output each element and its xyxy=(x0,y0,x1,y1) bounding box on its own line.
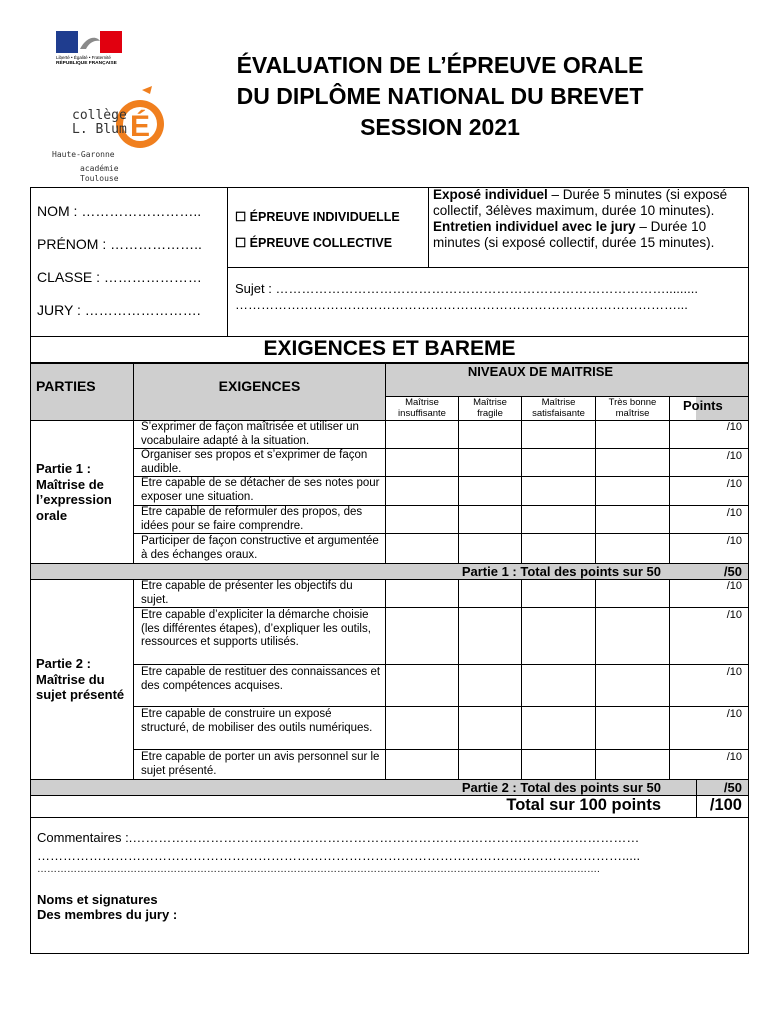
title-line-3: SESSION 2021 xyxy=(360,114,520,140)
title-line-1: ÉVALUATION DE L’ÉPREUVE ORALE xyxy=(236,52,644,78)
school-name-line2: L. Blum xyxy=(72,122,127,137)
school-name-line1: collège xyxy=(72,108,127,123)
part1-exigence-2: Organiser ses propos et s’exprimer de façon audible. xyxy=(141,449,368,475)
page-title xyxy=(160,50,720,143)
part1-exigence-4: Etre capable de reformuler des propos, des idées pour se faire comprendre. xyxy=(141,506,363,532)
col-line-l2 xyxy=(521,396,522,563)
part2-points-3[interactable]: /10 xyxy=(726,666,742,678)
part2-exigence-5: Etre capable de porter un avis personnel sur le sujet présenté. xyxy=(141,751,380,777)
col-line-points xyxy=(696,779,697,818)
col-header-niveaux: NIVEAUX DE MAITRISE xyxy=(467,364,614,379)
part1-points-4[interactable]: /10 xyxy=(726,507,742,519)
part1-points-3[interactable]: /10 xyxy=(726,478,742,490)
prenom-field[interactable]: PRÉNOM : ……………….. xyxy=(37,236,202,252)
col-header-exigences: EXIGENCES xyxy=(218,378,301,394)
part1-points-1[interactable]: /10 xyxy=(726,421,742,433)
part2-exigence-4: Etre capable de construire un exposé structuré, de mobiliser des outils numériques. xyxy=(141,708,373,734)
row-line-p2-4 xyxy=(133,749,749,750)
level-fragile: Maîtrise fragile xyxy=(473,397,507,419)
part2-total-points[interactable]: /50 xyxy=(723,780,742,795)
republic-motto: Liberté • Égalité • Fraternité xyxy=(56,55,111,60)
duree-info xyxy=(433,187,733,251)
level-tres-bonne: Très bonne maîtrise xyxy=(608,397,657,419)
part2-exigence-2: Etre capable d’expliciter la démarche choisie (les différentes étapes), d’expliquer les outils, ressources et supports utilisés. xyxy=(141,609,371,648)
comments-line-3[interactable]: ……………………………………………………………………………………………………………………………………………………. xyxy=(37,864,600,875)
expose-desc: – Durée 5 minutes (si exposé collectif, 3élèves maximum, durée 10 minutes). xyxy=(433,187,728,218)
row-line-p1-total xyxy=(30,579,749,580)
col-line-l4 xyxy=(669,396,670,563)
info-divider-vertical-right xyxy=(428,187,429,268)
col-line-l3 xyxy=(595,396,596,563)
part1-total-points[interactable]: /50 xyxy=(723,564,742,579)
grand-total-points[interactable]: /100 xyxy=(709,796,742,814)
part2-points-4[interactable]: /10 xyxy=(726,708,742,720)
col-line-l1 xyxy=(458,396,459,563)
comments-line-2[interactable]: ………………………………………………………………………………………………………………………..... xyxy=(37,848,641,863)
epreuve-collective-checkbox[interactable]: ☐ ÉPREUVE COLLECTIVE xyxy=(235,236,393,250)
republique-francaise-logo xyxy=(56,31,122,71)
part2-exigence-1: Etre capable de présenter les objectifs du sujet. xyxy=(141,580,353,606)
republic-name: RÉPUBLIQUE FRANÇAISE xyxy=(56,61,117,66)
row-line-p2-2 xyxy=(133,664,749,665)
info-divider-horizontal xyxy=(227,267,749,268)
row-line-p1-4 xyxy=(133,533,749,534)
info-divider-vertical-left xyxy=(227,187,228,337)
part1-points-5[interactable]: /10 xyxy=(726,535,742,547)
school-academie: académie xyxy=(80,164,119,173)
grand-total-label: Total sur 100 points xyxy=(506,796,661,814)
expose-label: Exposé individuel xyxy=(433,187,548,202)
comments-line-1[interactable]: Commentaires :.……………………………………………………………………………………………………… xyxy=(37,830,640,845)
row-line-p2-1 xyxy=(133,607,749,608)
school-department: Haute-Garonne xyxy=(52,150,115,159)
part1-exigence-1: S’exprimer de façon maîtrisée et utiliser un vocabulaire adapté à la situation. xyxy=(141,421,359,447)
signatures-label-1: Noms et signatures xyxy=(37,892,158,907)
row-line-p2-3 xyxy=(133,706,749,707)
level-insuffisante: Maîtrise insuffisante xyxy=(398,397,446,419)
entretien-label: Entretien individuel avec le jury xyxy=(433,219,636,234)
part2-exigence-3: Etre capable de restituer des connaissances et des compétences acquises. xyxy=(141,666,381,692)
table-title: EXIGENCES ET BAREME xyxy=(263,337,516,360)
nom-field[interactable]: NOM : …………………….. xyxy=(37,203,202,219)
part2-label: Partie 2 : Maîtrise du sujet présenté xyxy=(36,656,125,702)
part1-exigence-5: Participer de façon constructive et argumentée à des échanges oraux. xyxy=(141,535,379,561)
part2-total-label: Partie 2 : Total des points sur 50 xyxy=(461,780,661,795)
college-logo xyxy=(52,86,172,186)
entretien-desc: – Durée 10 minutes (si exposé collectif, durée 15 minutes). xyxy=(433,219,715,250)
epreuve-individuelle-checkbox[interactable]: ☐ ÉPREUVE INDIVIDUELLE xyxy=(235,210,400,224)
jury-field[interactable]: JURY : ……………………. xyxy=(37,302,201,318)
level-satisfaisante: Maîtrise satisfaisante xyxy=(532,397,585,419)
part2-points-2[interactable]: /10 xyxy=(726,609,742,621)
title-line-2: DU DIPLÔME NATIONAL DU BREVET xyxy=(236,83,644,109)
sujet-field[interactable]: Sujet : ………………………………………………………………………………......... xyxy=(235,281,698,296)
part1-label: Partie 1 : Maîtrise de l’expression orale xyxy=(36,461,112,523)
school-city: Toulouse xyxy=(80,174,119,183)
signatures-label-2: Des membres du jury : xyxy=(37,907,178,922)
sujet-field-line2[interactable]: …………………………………………………………………………………………... xyxy=(235,297,688,312)
part2-points-1[interactable]: /10 xyxy=(726,580,742,592)
svg-text:É: É xyxy=(129,110,151,143)
part2-points-5[interactable]: /10 xyxy=(726,751,742,763)
classe-field[interactable]: CLASSE : ………………… xyxy=(37,269,202,285)
part1-exigence-3: Etre capable de se détacher de ses notes pour exposer une situation. xyxy=(141,477,380,503)
col-header-points: Points xyxy=(683,398,723,413)
part1-points-2[interactable]: /10 xyxy=(726,450,742,462)
col-header-parties: PARTIES xyxy=(36,378,96,394)
part1-total-label: Partie 1 : Total des points sur 50 xyxy=(461,564,661,579)
row-line-header-bottom xyxy=(30,420,749,421)
marianne-flag-icon xyxy=(56,31,122,55)
